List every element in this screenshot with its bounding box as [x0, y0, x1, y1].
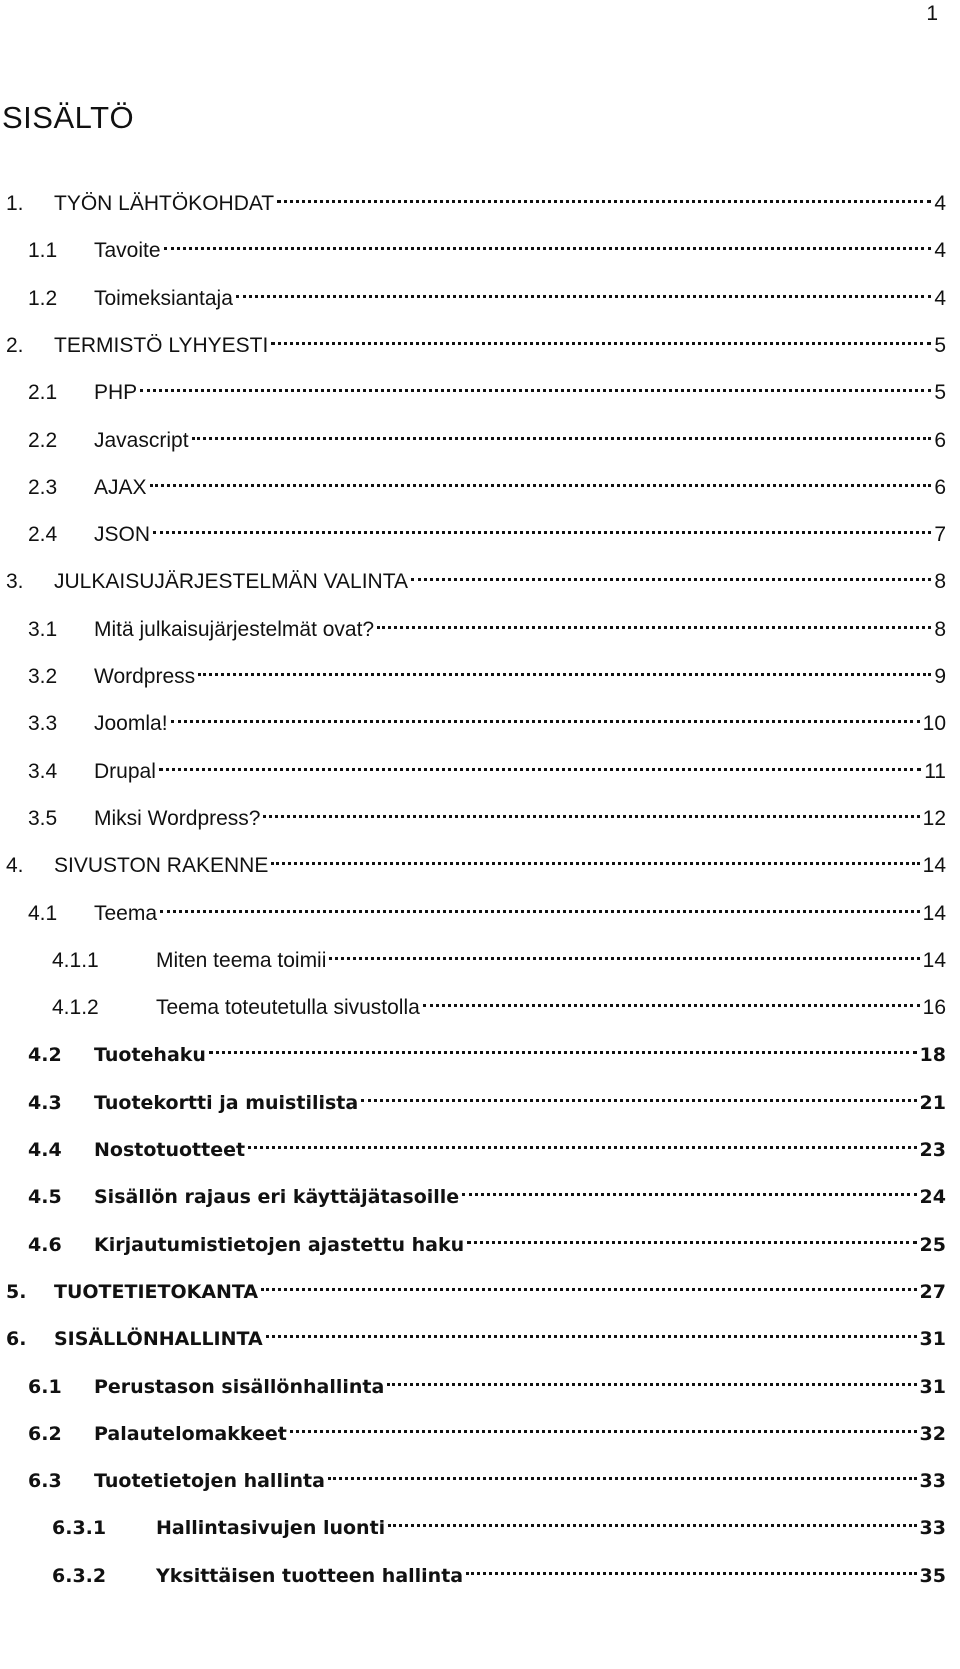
toc-dot-leader: [198, 653, 931, 683]
toc-entry-page: 21: [919, 1091, 946, 1114]
toc-entry-title: Sisällön rajaus eri käyttäjätasoille: [94, 1186, 460, 1209]
toc-entry[interactable]: [28, 1363, 946, 1398]
toc-entry-page: 11: [924, 759, 946, 783]
toc-entry-number: 2.1: [28, 381, 58, 405]
page-number: 1: [926, 2, 938, 25]
toc-dot-leader: [153, 511, 931, 541]
toc-entry-page: 8: [934, 617, 946, 641]
toc-dot-leader: [209, 1031, 917, 1061]
toc-entry[interactable]: [52, 984, 946, 1020]
toc-entry-page: 23: [919, 1139, 946, 1161]
toc-dot-leader: [290, 1410, 917, 1440]
toc-dot-leader: [329, 937, 919, 967]
toc-entry[interactable]: [28, 795, 946, 830]
toc-entry-number: 6.3.2: [52, 1564, 107, 1587]
toc-dot-leader: [261, 1268, 916, 1298]
toc-entry-page: 6: [934, 475, 946, 499]
toc-dot-leader: [277, 180, 931, 210]
toc-entry-title: Teema: [94, 901, 158, 925]
toc-entry[interactable]: [6, 558, 946, 594]
toc-dot-leader: [377, 606, 931, 636]
toc-entry-number: 4.: [6, 854, 24, 878]
toc-entry-title: JULKAISUJÄRJESTELMÄN VALINTA: [54, 570, 408, 594]
toc-entry-title: Hallintasivujen luonti: [156, 1517, 386, 1540]
toc-entry[interactable]: [6, 180, 946, 215]
toc-entry[interactable]: [28, 748, 946, 783]
toc-entry[interactable]: [28, 417, 946, 452]
toc-entry-page: 14: [922, 901, 946, 925]
toc-entry-page: 16: [922, 996, 946, 1020]
toc-dot-leader: [387, 1363, 916, 1393]
toc-dot-leader: [466, 1552, 916, 1582]
toc-entry-title: Miksi Wordpress?: [94, 806, 261, 830]
toc-heading: SISÄLTÖ: [2, 100, 135, 135]
toc-entry-page: 35: [919, 1564, 946, 1587]
toc-entry[interactable]: [28, 700, 946, 736]
toc-entry-page: 33: [919, 1470, 946, 1493]
toc-entry-number: 6.3: [28, 1470, 62, 1493]
toc-entry-number: 3.5: [28, 806, 58, 830]
toc-entry-number: 3.: [6, 570, 24, 594]
toc-entry[interactable]: [28, 464, 946, 499]
toc-entry-number: 4.1.1: [52, 948, 99, 972]
toc-entry-page: 4: [934, 239, 946, 263]
toc-entry-title: Miten teema toimii: [156, 948, 327, 972]
toc-entry[interactable]: [6, 1268, 946, 1303]
toc-entry-title: Teema toteutetulla sivustolla: [156, 996, 420, 1020]
toc-entry-title: Javascript: [94, 428, 189, 452]
toc-entry-page: 31: [919, 1375, 946, 1398]
toc-entry[interactable]: [28, 1079, 946, 1114]
toc-entry-page: 27: [919, 1280, 946, 1303]
toc-entry-number: 3.3: [28, 712, 58, 736]
toc-entry-number: 6.: [6, 1328, 27, 1351]
toc-entry[interactable]: [28, 1457, 946, 1493]
toc-entry-page: 6: [934, 428, 946, 452]
toc-entry[interactable]: [6, 322, 946, 357]
toc-entry-number: 4.2: [28, 1044, 62, 1067]
toc-dot-leader: [150, 464, 932, 494]
toc-entry-title: PHP: [94, 381, 138, 405]
toc-entry-number: 6.3.1: [52, 1517, 107, 1540]
toc-entry-page: 14: [922, 948, 946, 972]
toc-entry-page: 25: [919, 1233, 946, 1256]
toc-entry-title: TUOTETIETOKANTA: [54, 1280, 259, 1303]
toc-entry-page: 5: [934, 381, 946, 405]
toc-entry[interactable]: [28, 1126, 946, 1161]
toc-dot-leader: [164, 227, 932, 257]
toc-entry-number: 3.2: [28, 665, 58, 688]
toc-entry[interactable]: [28, 606, 946, 641]
toc-dot-leader: [271, 322, 931, 352]
toc-entry-number: 2.2: [28, 428, 58, 452]
toc-entry-title: Yksittäisen tuotteen hallinta: [156, 1564, 464, 1587]
toc-entry-number: 3.1: [28, 617, 58, 641]
toc-entry[interactable]: [28, 511, 946, 547]
toc-entry-number: 1.2: [28, 286, 58, 310]
toc-entry[interactable]: [6, 1315, 946, 1351]
toc-dot-leader: [140, 369, 931, 399]
toc-entry-number: 2.4: [28, 523, 58, 547]
toc-entry-page: 12: [922, 806, 946, 830]
toc-entry-number: 6.1: [28, 1375, 62, 1398]
toc-dot-leader: [328, 1457, 917, 1487]
toc-entry-number: 4.6: [28, 1233, 62, 1256]
toc-dot-leader: [271, 842, 919, 872]
toc-entry[interactable]: [28, 1410, 946, 1445]
toc-entry[interactable]: [28, 1221, 946, 1256]
toc-entry-title: Nostotuotteet: [94, 1139, 246, 1161]
toc-entry-page: 4: [934, 192, 946, 215]
toc-entry[interactable]: [52, 937, 946, 972]
toc-entry-page: 31: [919, 1328, 946, 1351]
toc-entry-number: 4.4: [28, 1139, 62, 1161]
toc-entry-title: AJAX: [94, 475, 147, 499]
toc-entry-number: 6.2: [28, 1422, 62, 1445]
toc-entry-title: Tuotehaku: [94, 1044, 206, 1067]
toc-dot-leader: [411, 558, 931, 588]
toc-entry-title: Tavoite: [94, 239, 161, 263]
toc-dot-leader: [388, 1504, 916, 1534]
toc-dot-leader: [159, 748, 921, 778]
toc-entry-page: 10: [922, 712, 946, 736]
toc-entry-page: 8: [934, 570, 946, 594]
toc-entry[interactable]: [6, 842, 946, 878]
toc-entry-number: 1.: [6, 192, 24, 215]
toc-entry[interactable]: [28, 369, 946, 405]
toc-entry-title: Perustason sisällönhallinta: [94, 1375, 385, 1398]
toc-entry-number: 4.1.2: [52, 996, 99, 1020]
toc-entry-page: 5: [934, 333, 946, 357]
toc-entry[interactable]: [28, 653, 946, 688]
toc-dot-leader: [160, 890, 920, 920]
toc-entry[interactable]: [28, 890, 946, 925]
toc-entry-title: Toimeksiantaja: [94, 286, 233, 310]
toc-entry-title: Drupal: [94, 759, 156, 783]
toc-dot-leader: [462, 1173, 916, 1203]
toc-entry-title: Tuotekortti ja muistilista: [94, 1091, 359, 1114]
toc-entry[interactable]: [52, 1552, 946, 1587]
toc-entry-number: 4.3: [28, 1091, 62, 1114]
toc-entry-title: TYÖN LÄHTÖKOHDAT: [54, 192, 275, 215]
toc-entry-title: Wordpress: [94, 665, 196, 688]
toc-dot-leader: [361, 1079, 916, 1109]
toc-entry[interactable]: [28, 1031, 946, 1067]
toc-entry-title: Joomla!: [94, 712, 168, 736]
toc-entry-page: 24: [919, 1186, 946, 1209]
toc-entry[interactable]: [52, 1504, 946, 1540]
toc-dot-leader: [266, 1315, 917, 1345]
toc-entry-page: 32: [919, 1422, 946, 1445]
toc-entry-number: 2.: [6, 333, 24, 357]
toc-entry[interactable]: [28, 1173, 946, 1209]
toc-entry-page: 18: [919, 1044, 946, 1067]
toc-entry-page: 9: [934, 665, 946, 688]
toc-entry-title: SISÄLLÖNHALLINTA: [54, 1328, 263, 1351]
toc-entry-number: 1.1: [28, 239, 58, 263]
toc-dot-leader: [423, 984, 920, 1014]
toc-entry-page: 7: [934, 523, 946, 547]
toc-dot-leader: [248, 1126, 916, 1156]
toc-entry-page: 33: [919, 1517, 946, 1540]
toc-entry-number: 3.4: [28, 759, 58, 783]
toc-entry[interactable]: [28, 227, 946, 263]
toc-dot-leader: [236, 275, 931, 305]
toc-entry-page: 14: [922, 854, 946, 878]
toc-dot-leader: [467, 1221, 916, 1251]
toc-entry-title: TERMISTÖ LYHYESTI: [54, 333, 269, 357]
toc-entry-title: JSON: [94, 523, 151, 547]
toc-entry-title: Tuotetietojen hallinta: [94, 1470, 325, 1493]
toc-entry-number: 5.: [6, 1280, 27, 1303]
toc-dot-leader: [171, 700, 920, 730]
toc-entry-number: 4.1: [28, 901, 58, 925]
toc-entry-number: 2.3: [28, 475, 58, 499]
toc-entry-title: Palautelomakkeet: [94, 1422, 287, 1445]
toc-dot-leader: [192, 417, 932, 447]
toc-entry[interactable]: [28, 275, 946, 310]
toc-entry-title: Kirjautumistietojen ajastettu haku: [94, 1233, 465, 1256]
toc-dot-leader: [263, 795, 919, 825]
toc-entry-number: 4.5: [28, 1186, 62, 1209]
toc-entry-title: Mitä julkaisujärjestelmät ovat?: [94, 617, 375, 641]
toc-entry-title: SIVUSTON RAKENNE: [54, 854, 269, 878]
toc-entry-page: 4: [934, 286, 946, 310]
